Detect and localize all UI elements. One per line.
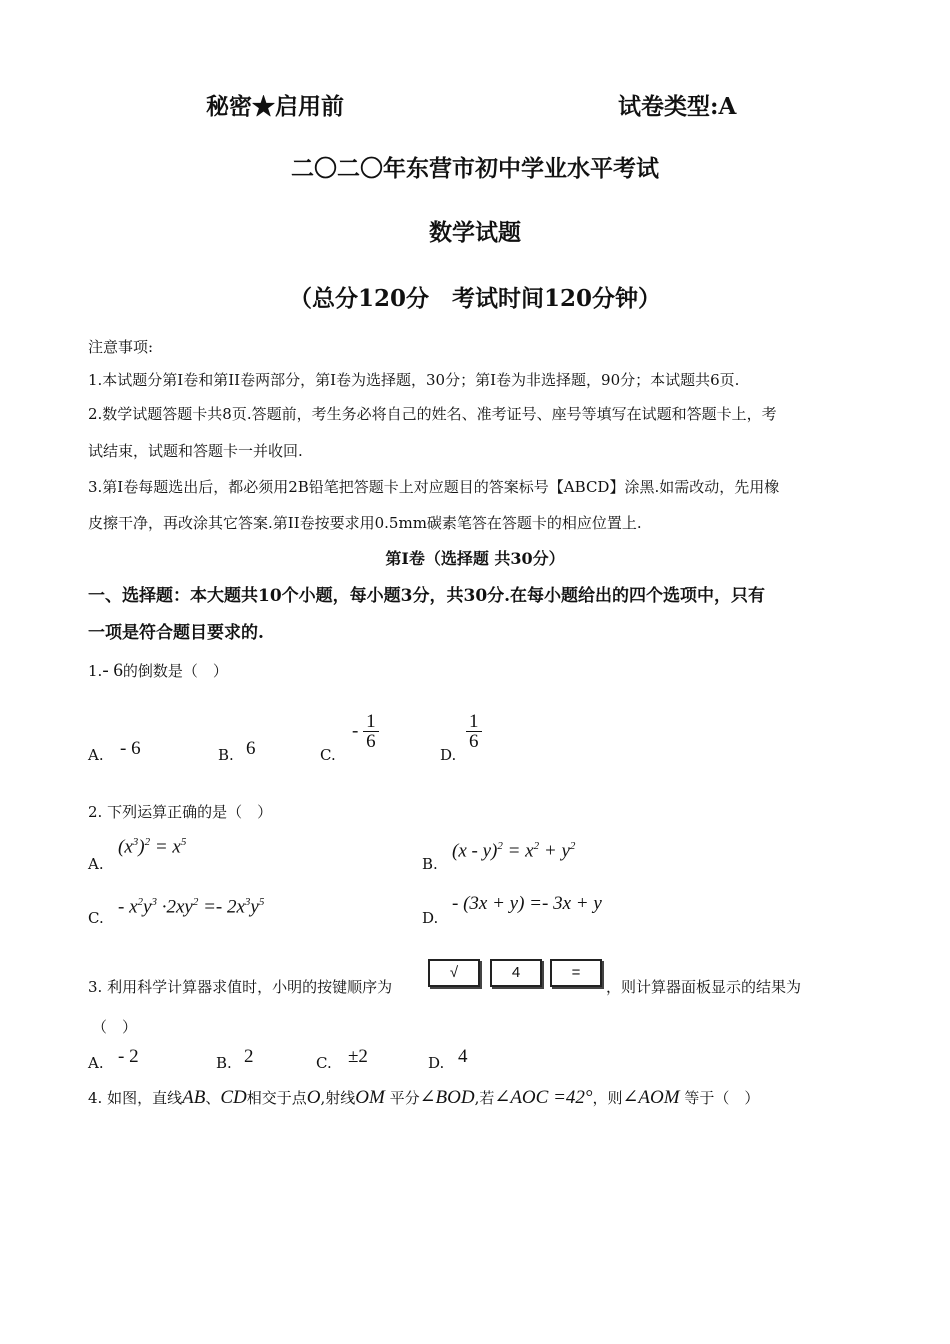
q1-option-b: 6 [246,738,256,759]
q3-option-d: 4 [458,1046,468,1067]
q2-label-a: A. [88,855,104,873]
subject-title: 数学试题 [429,219,521,246]
q2-option-b: $(x - y)^2 = x^2 + y^2$ [452,840,576,862]
note-3b: 皮擦干净，再改涂其它答案.第II卷按要求用0.5mm碳素笔答在答题卡的相应位置上. [88,514,642,532]
q3-label-b: B. [216,1054,232,1072]
q2-stem: 2. 下列运算正确的是（ ） [88,803,273,821]
calc-key-sqrt: √ [428,959,480,987]
section-intro-b: 一项是符合题目要求的. [88,623,264,643]
section-title: 第Ⅰ卷（选择题 共30分） [385,549,565,568]
calc-key-4: 4 [490,959,542,987]
q3-label-a: A. [88,1054,104,1072]
q3-paren: （ ） [92,1018,138,1036]
section-intro-a: 一、选择题：本大题共10个小题，每小题3分，共30分.在每小题给出的四个选项中，只有 [88,586,766,606]
q3-label-c: C. [316,1054,332,1072]
q2-label-b: B. [422,855,438,873]
score-time: （总分120分 考试时间120分钟） [288,285,662,312]
q3-stem-end: ，则计算器面板显示的结果为 [606,978,802,996]
q1-option-a: - 6 [120,738,141,759]
q1-label-c: C. [320,746,336,764]
q3-label-d: D. [428,1054,445,1072]
note-3a: 3.第Ⅰ卷每题选出后，都必须用2B铅笔把答题卡上对应题目的答案标号【ABCD】涂黑.如需改动，先用橡 [88,478,780,496]
notes-heading: 注意事项: [88,338,154,356]
q2-option-c: - $x^2y^3 \cdot 2xy^2 =- 2x^3y^5$ [118,896,265,918]
note-1: 1.本试题分第Ⅰ卷和第II卷两部分，第Ⅰ卷为选择题，30分；第Ⅰ卷为非选择题，90分；本试题共6页. [88,371,740,389]
q1-expression: - 6 [102,660,123,681]
note-2a: 2.数学试题答题卡共8页.答题前，考生务必将自己的姓名、准考证号、座号等填写在试题和答题卡上，考 [88,405,777,423]
exam-title: 二〇二〇年东营市初中学业水平考试 [291,155,659,182]
note-2b: 试结束，试题和答题卡一并收回. [88,442,303,460]
q3-option-a: - 2 [118,1046,139,1067]
secret-label: 秘密★启用前 [206,93,344,120]
q1-option-d: $\frac{1}{6}$ [466,712,482,751]
q1-label-d: D. [440,746,457,764]
q2-option-d: - (3x + y) =- 3x + y [452,893,602,914]
calc-key-equals: = [550,959,602,987]
q3-stem: 3. 利用科学计算器求值时，小明的按键顺序为 [88,978,393,996]
q1-stem: 1.- 6的倒数是（ ） [88,660,228,681]
q1-label-b: B. [218,746,234,764]
q3-option-c: ±2 [348,1046,368,1067]
q2-label-d: D. [422,909,439,927]
q4-stem: 4. 如图，直线AB、CD相交于点O,射线OM 平分∠BOD,若∠AOC =42°，则∠AOM 等于（ ） [88,1087,760,1108]
q1-label-a: A. [88,746,104,764]
q3-option-b: 2 [244,1046,254,1067]
q1-option-c: - $\frac{1}{6}$ [352,712,379,751]
q2-option-a: $(x^3)^2 = x^5$ [118,836,187,858]
q2-label-c: C. [88,909,104,927]
paper-type: 试卷类型:A [618,93,737,120]
